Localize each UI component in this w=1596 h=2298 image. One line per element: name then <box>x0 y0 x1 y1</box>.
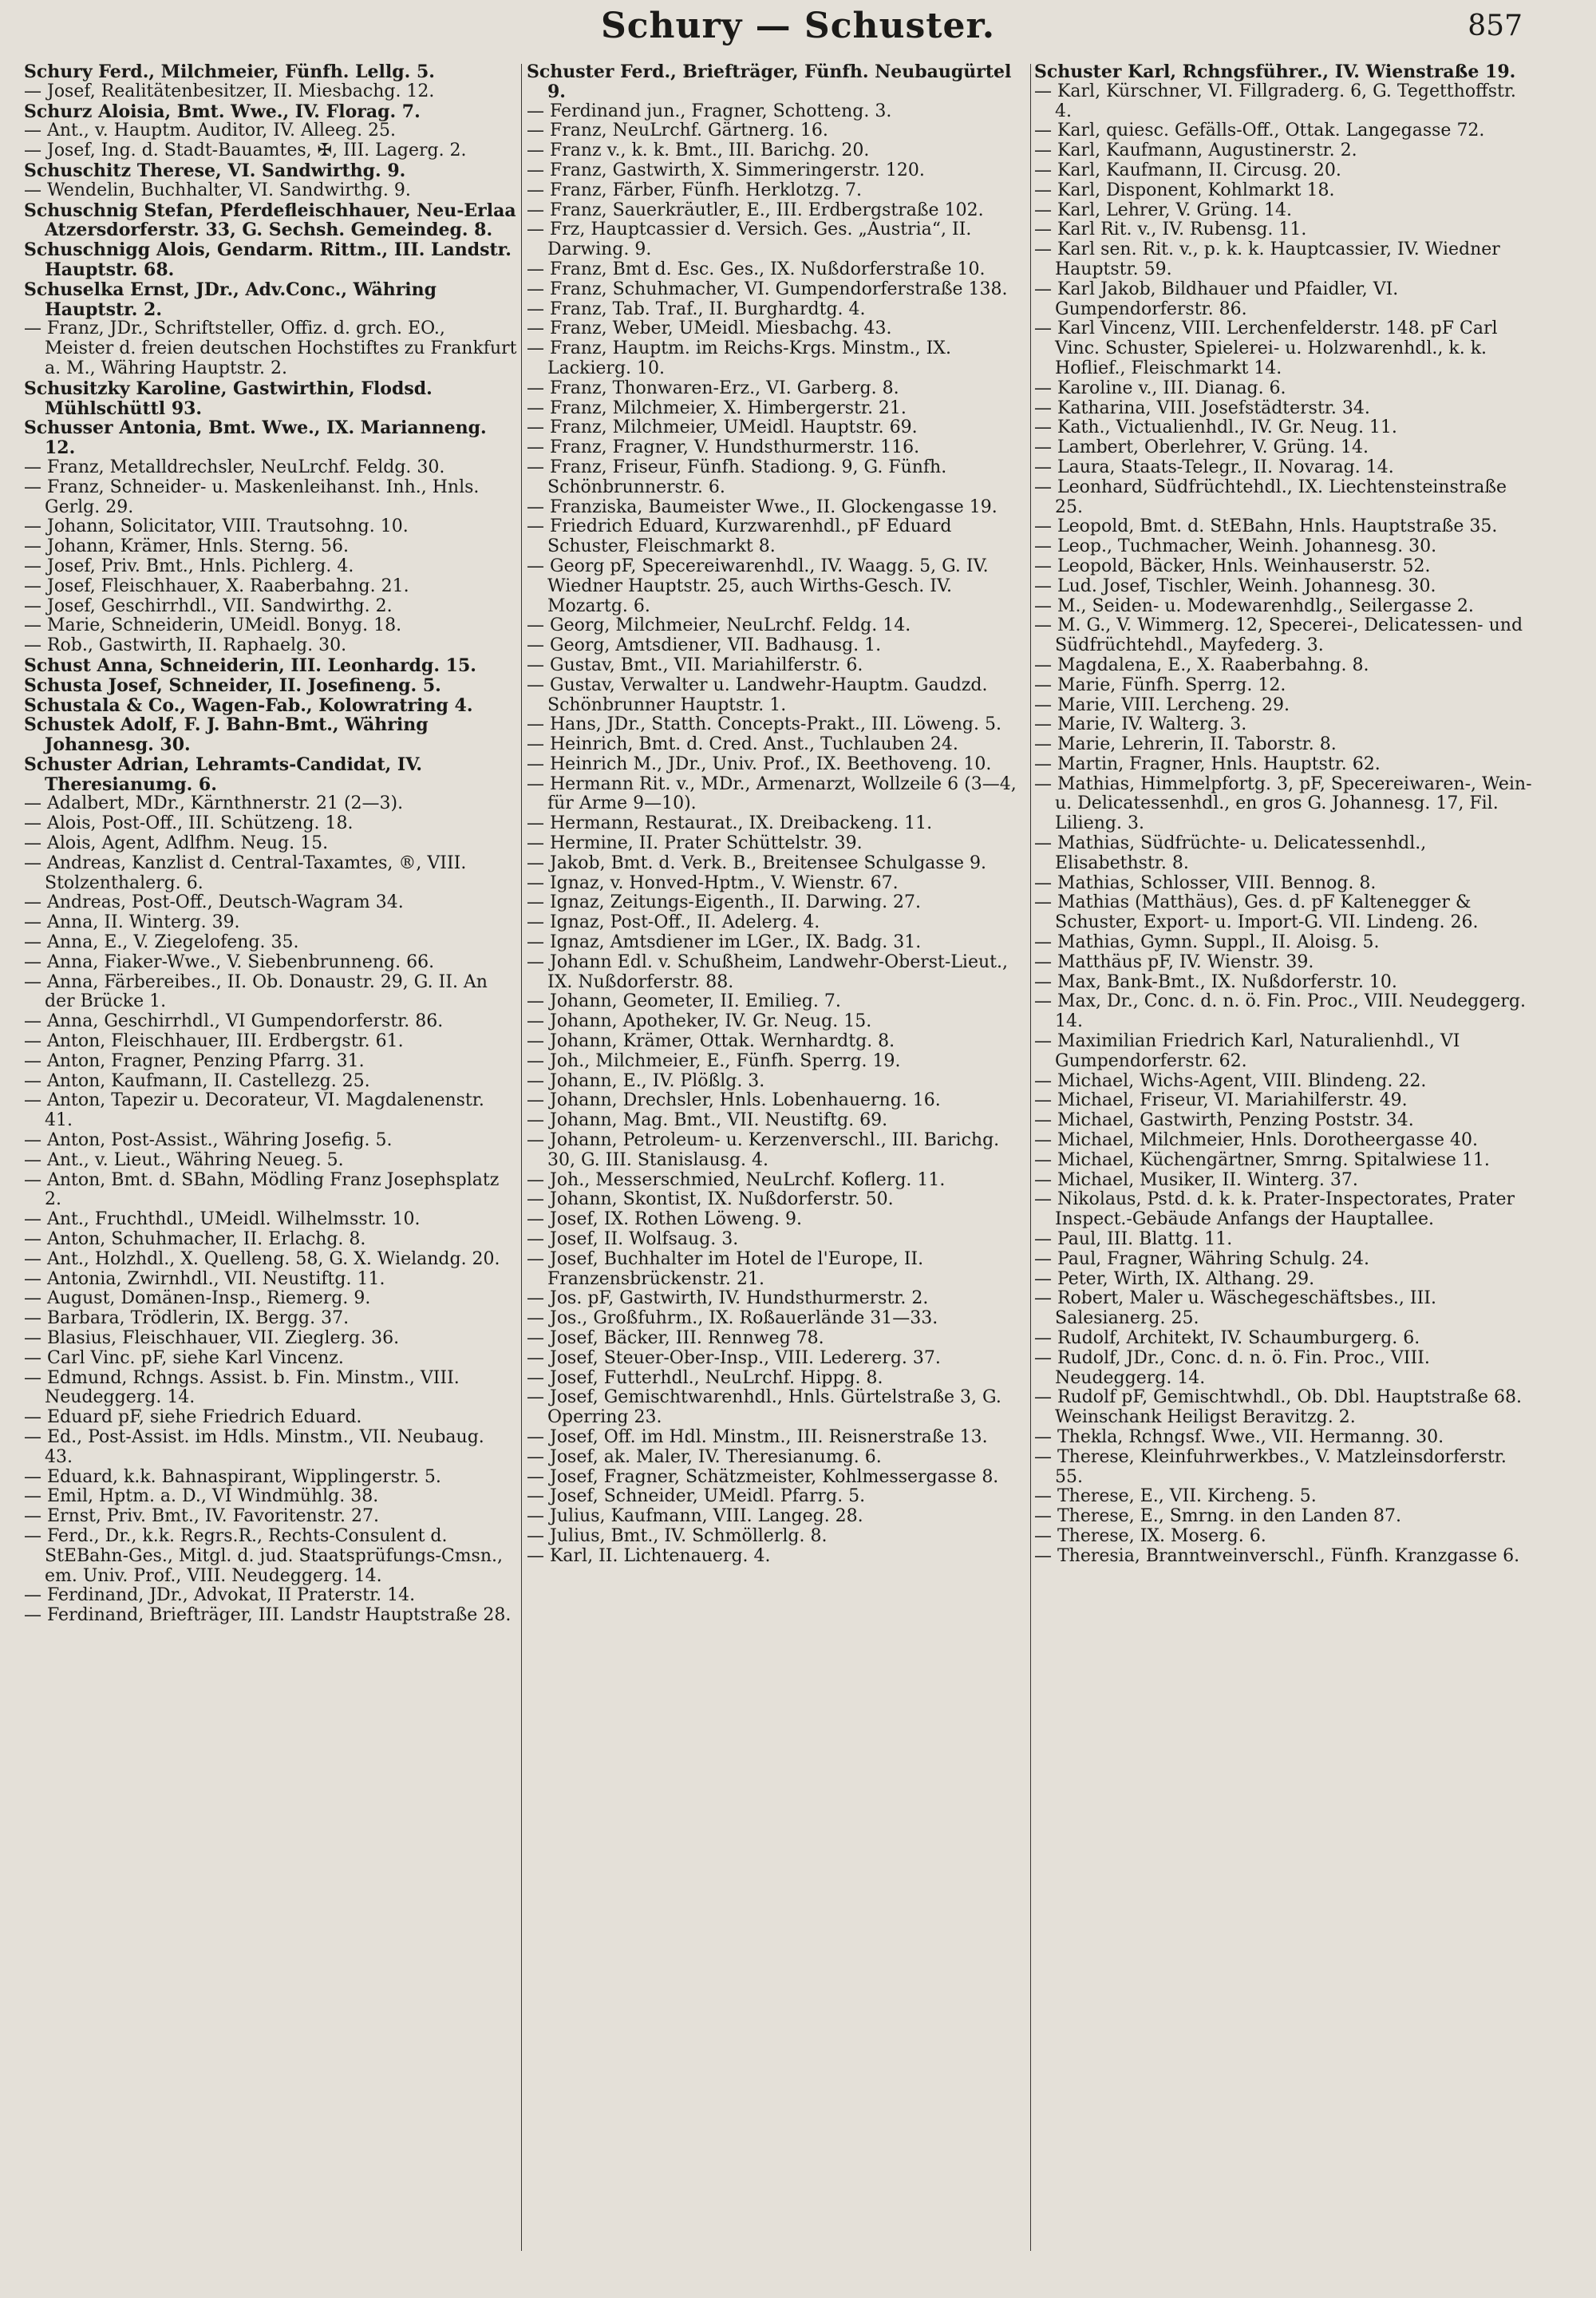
directory-entry: — Jakob, Bmt. d. Verk. B., Breitensee Schulgasse 9. <box>527 852 987 873</box>
directory-entry: — Karl, Lehrer, V. Grüng. 14. <box>1034 200 1293 220</box>
directory-entry: — Martin, Fragner, Hnls. Hauptstr. 62. <box>1034 753 1381 774</box>
column-1 <box>24 62 517 2281</box>
directory-entry: — Michael, Wichs-Agent, VIII. Blindeng. 22. <box>1034 1070 1427 1091</box>
directory-entry: — Rudolf, JDr., Conc. d. n. ö. Fin. Proc., VIII. Neudeggerg. 14. <box>1034 1347 1430 1388</box>
directory-entry: — Blasius, Fleischhauer, VII. Zieglerg. 36. <box>24 1328 400 1348</box>
directory-entry: — Karl Rit. v., IV. Rubensg. 11. <box>1034 220 1307 240</box>
directory-entry: — Leopold, Bmt. d. StEBahn, Hnls. Hauptstraße 35. <box>1034 516 1498 537</box>
directory-entry: — Jos. pF, Gastwirth, IV. Hundsthurmerstr. 2. <box>527 1288 929 1309</box>
directory-entry: Schuschnigg Alois, Gendarm. Rittm., III. Landstr. Hauptstr. 68. <box>24 239 512 280</box>
directory-entry: — Josef, II. Wolfsaug. 3. <box>527 1229 739 1250</box>
directory-entry: — Antonia, Zwirnhdl., VII. Neustiftg. 11. <box>24 1268 385 1289</box>
directory-entry: — Mathias (Matthäus), Ges. d. pF Kaltenegger & Schuster, Export- u. Import-G. VII. Lindeng. 26. <box>1034 892 1479 933</box>
directory-entry: — Josef, Geschirrhdl., VII. Sandwirthg. 2. <box>24 595 393 616</box>
directory-entry: — Hermann, Restaurat., IX. Dreibackeng. 11. <box>527 813 933 834</box>
directory-entry: — Josef, Gemischtwarenhdl., Hnls. Gürtelstraße 3, G. Operring 23. <box>527 1387 1001 1428</box>
directory-entry: — Franz, Thonwaren-Erz., VI. Garberg. 8. <box>527 378 899 398</box>
directory-entry: — Marie, Fünfh. Sperrg. 12. <box>1034 674 1286 695</box>
directory-entry: — Johann, E., IV. Plößlg. 3. <box>527 1070 765 1091</box>
directory-entry: — Hermann Rit. v., MDr., Armenarzt, Wollzeile 6 (3—4, für Arme 9—10). <box>527 773 1017 814</box>
directory-entry: — Johann, Krämer, Hnls. Sterng. 56. <box>24 536 350 557</box>
directory-entry: — Leopold, Bäcker, Hnls. Weinhauserstr. 52. <box>1034 556 1431 576</box>
directory-entry: — Johann, Drechsler, Hnls. Lobenhauerng. 16. <box>527 1090 941 1111</box>
directory-entry: — Friedrich Eduard, Kurzwarenhdl., pF Eduard Schuster, Fleischmarkt 8. <box>527 516 952 557</box>
directory-entry: — Katharina, VIII. Josefstädterstr. 34. <box>1034 398 1370 418</box>
directory-entry: — Franz, Färber, Fünfh. Herklotzg. 7. <box>527 180 862 200</box>
directory-entry: — Franz v., k. k. Bmt., III. Barichg. 20. <box>527 140 870 161</box>
directory-entry: — Lud. Josef, Tischler, Weinh. Johannesg. 30. <box>1034 575 1436 596</box>
directory-entry: — Franz, Milchmeier, X. Himbergerstr. 21. <box>527 398 907 418</box>
directory-entry: — Carl Vinc. pF, siehe Karl Vincenz. <box>24 1347 344 1368</box>
directory-entry: Schury Ferd., Milchmeier, Fünfh. Lellg. 5. <box>24 62 435 82</box>
directory-entry: Schustala & Co., Wagen-Fab., Kolowratring 4. <box>24 694 473 716</box>
directory-entry: Schusser Antonia, Bmt. Wwe., IX. Marianneng. 12. <box>24 417 487 459</box>
directory-entry: — Franz, Hauptm. im Reichs-Krgs. Minstm., IX. Lackierg. 10. <box>527 338 951 378</box>
directory-entry: Schuschnig Stefan, Pferdefleischhauer, Neu-Erlaa Atzersdorferstr. 33, G. Sechsh. Gemeindeg. 8. <box>24 200 516 241</box>
directory-entry: — Anna, Färbereibes., II. Ob. Donaustr. 29, G. II. An der Brücke 1. <box>24 971 488 1012</box>
directory-entry: — Rudolf, Architekt, IV. Schaumburgerg. 6. <box>1034 1328 1420 1348</box>
directory-entry: — Paul, III. Blattg. 11. <box>1034 1229 1233 1250</box>
column-3 <box>1034 62 1532 2281</box>
directory-entry: — Georg, Amtsdiener, VII. Badhausg. 1. <box>527 635 882 656</box>
directory-entry: — Anna, Fiaker-Wwe., V. Siebenbrunneng. 66. <box>24 951 435 972</box>
directory-entry: — Julius, Kaufmann, VIII. Langeg. 28. <box>527 1506 863 1527</box>
directory-entry: — Karl Vincenz, VIII. Lerchenfelderstr. 148. pF Carl Vinc. Schuster, Spielerei- u. Holzwarenhdl., k. k. Hoflief., Fleischmarkt 14. <box>1034 318 1498 378</box>
directory-entry: — Karl Jakob, Bildhauer und Pfaidler, VI. Gumpendorferstr. 86. <box>1034 279 1399 319</box>
directory-entry: — Franz, JDr., Schriftsteller, Offiz. d. grch. EO., Meister d. freien deutschen Hochstiftes zu Frankfurt a. M., Währing Hauptstr. 2. <box>24 318 517 378</box>
directory-entry: Schuster Karl, Rchngsführer., IV. Wienstraße 19. <box>1034 62 1516 82</box>
directory-entry: — Marie, Lehrerin, II. Taborstr. 8. <box>1034 734 1337 755</box>
directory-entry: — Rob., Gastwirth, II. Raphaelg. 30. <box>24 635 347 656</box>
directory-entry: — Thekla, Rchngsf. Wwe., VII. Hermanng. 30. <box>1034 1426 1444 1447</box>
directory-entry: — Ant., v. Hauptm. Auditor, IV. Alleeg. 25. <box>24 121 397 141</box>
directory-entry: — Josef, Fleischhauer, X. Raaberbahng. 21. <box>24 575 409 596</box>
directory-entry: — Edmund, Rchngs. Assist. b. Fin. Minstm., VIII. Neudeggerg. 14. <box>24 1367 460 1408</box>
directory-entry: — Ignaz, Zeitungs-Eigenth., II. Darwing. 27. <box>527 892 922 913</box>
directory-entry: — Johann, Skontist, IX. Nußdorferstr. 50. <box>527 1189 894 1210</box>
directory-entry: — Karl, Kaufmann, II. Circusg. 20. <box>1034 160 1341 180</box>
directory-entry: — August, Domänen-Insp., Riemerg. 9. <box>24 1288 371 1309</box>
directory-entry: — Matthäus pF, IV. Wienstr. 39. <box>1034 951 1314 972</box>
page-number: 857 <box>1468 10 1523 42</box>
directory-entry: — Joh., Messerschmied, NeuLrchf. Koflerg. 11. <box>527 1169 946 1190</box>
directory-entry: — Georg, Milchmeier, NeuLrchf. Feldg. 14. <box>527 615 911 636</box>
directory-entry: — Karl, quiesc. Gefälls-Off., Ottak. Langegasse 72. <box>1034 121 1485 141</box>
directory-entry: — Johann, Apotheker, IV. Gr. Neug. 15. <box>527 1011 872 1032</box>
directory-entry: — Hermine, II. Prater Schüttelstr. 39. <box>527 833 863 854</box>
column-rule <box>1030 64 1031 2251</box>
directory-entry: — Josef, Buchhalter im Hotel de l'Europe, II. Franzensbrückenstr. 21. <box>527 1248 924 1289</box>
directory-entry: — Andreas, Post-Off., Deutsch-Wagram 34. <box>24 892 404 913</box>
directory-entry: — Ferd., Dr., k.k. Regrs.R., Rechts-Consulent d. StEBahn-Ges., Mitgl. d. jud. Staatsprüfungs-Cmsn., em. Univ. Prof., VIII. Neudeggerg. 14. <box>24 1525 503 1586</box>
directory-entry: — Mathias, Schlosser, VIII. Bennog. 8. <box>1034 872 1377 893</box>
directory-entry: Schurz Aloisia, Bmt. Wwe., IV. Florag. 7. <box>24 101 421 122</box>
directory-entry: — Franz, Bmt d. Esc. Ges., IX. Nußdorferstraße 10. <box>527 259 986 279</box>
directory-entry: — Maximilian Friedrich Karl, Naturalienhdl., VI Gumpendorferstr. 62. <box>1034 1031 1460 1071</box>
directory-entry: — Franz, Metalldrechsler, NeuLrchf. Feldg. 30. <box>24 457 445 477</box>
directory-entry: — Johann, Petroleum- u. Kerzenverschl., III. Barichg. 30, G. III. Stanislausg. 4. <box>527 1130 1000 1170</box>
directory-entry: — Anton, Bmt. d. SBahn, Mödling Franz Josephsplatz 2. <box>24 1169 500 1210</box>
directory-entry: — Therese, IX. Moserg. 6. <box>1034 1525 1266 1546</box>
directory-entry: — Nikolaus, Pstd. d. k. k. Prater-Inspectorates, Prater Inspect.-Gebäude Anfangs der Hauptallee. <box>1034 1189 1515 1230</box>
directory-entry: — Frz, Hauptcassier d. Versich. Ges. „Austria“, II. Darwing. 9. <box>527 220 972 260</box>
directory-entry: — Anton, Kaufmann, II. Castellezg. 25. <box>24 1070 370 1091</box>
directory-entry: — Ed., Post-Assist. im Hdls. Minstm., VII. Neubaug. 43. <box>24 1426 484 1467</box>
directory-entry: — Marie, IV. Walterg. 3. <box>1034 714 1247 735</box>
directory-entry: — Ferdinand, Briefträger, III. Landstr Hauptstraße 28. <box>24 1605 512 1626</box>
directory-entry: Schuster Ferd., Briefträger, Fünfh. Neubaugürtel 9. <box>527 62 1012 102</box>
directory-entry: — Josef, IX. Rothen Löweng. 9. <box>527 1209 802 1230</box>
directory-entry: — Johann, Geometer, II. Emilieg. 7. <box>527 991 841 1012</box>
directory-entry: — Franz, Schneider- u. Maskenleihanst. Inh., Hnls. Gerlg. 29. <box>24 477 480 517</box>
directory-entry: — Anna, Geschirrhdl., VI Gumpendorferstr. 86. <box>24 1011 444 1032</box>
directory-entry: — Ignaz, Amtsdiener im LGer., IX. Badg. 31. <box>527 932 922 953</box>
directory-entry: — Michael, Gastwirth, Penzing Poststr. 34. <box>1034 1110 1414 1131</box>
directory-entry: — Peter, Wirth, IX. Althang. 29. <box>1034 1268 1315 1289</box>
directory-entry: — Andreas, Kanzlist d. Central-Taxamtes, ®, VIII. Stolzenthalerg. 6. <box>24 852 467 893</box>
directory-entry: — M. G., V. Wimmerg. 12, Specerei-, Delicatessen- und Südfrüchtehdl., Mayfederg. 3. <box>1034 615 1523 656</box>
directory-entry: — Josef, Futterhdl., NeuLrchf. Hippg. 8. <box>527 1367 883 1388</box>
directory-entry: — Barbara, Trödlerin, IX. Bergg. 37. <box>24 1308 350 1329</box>
directory-entry: — Theresia, Branntweinverschl., Fünfh. Kranzgasse 6. <box>1034 1545 1520 1566</box>
directory-entry: — Ant., v. Lieut., Währing Neueg. 5. <box>24 1149 344 1170</box>
directory-entry: — Anton, Post-Assist., Währing Josefig. 5. <box>24 1130 393 1151</box>
directory-entry: — Josef, ak. Maler, IV. Theresianumg. 6. <box>527 1446 882 1467</box>
directory-entry: — Alois, Agent, Adlfhm. Neug. 15. <box>24 833 329 854</box>
directory-entry: — Ignaz, v. Honved-Hptm., V. Wienstr. 67. <box>527 872 899 893</box>
directory-entry: — Karl, Kaufmann, Augustinerstr. 2. <box>1034 140 1357 161</box>
directory-entry: — Marie, Schneiderin, UMeidl. Bonyg. 18. <box>24 615 402 636</box>
directory-entry: — Eduard, k.k. Bahnaspirant, Wipplingerstr. 5. <box>24 1466 441 1487</box>
directory-entry: — Franz, Weber, UMeidl. Miesbachg. 43. <box>527 318 892 339</box>
directory-entry: — Franz, Friseur, Fünfh. Stadiong. 9, G. Fünfh. Schönbrunnerstr. 6. <box>527 457 947 497</box>
directory-entry: Schustek Adolf, F. J. Bahn-Bmt., Währing Johannesg. 30. <box>24 714 429 756</box>
directory-entry: Schuschitz Therese, VI. Sandwirthg. 9. <box>24 160 406 181</box>
directory-entry: — Anton, Fragner, Penzing Pfarrg. 31. <box>24 1050 365 1071</box>
directory-entry: — Mathias, Himmelpfortg. 3, pF, Specereiwaren-, Wein- u. Delicatessenhdl., en gros G. Johannesg. 17, Fil. Lilieng. 3. <box>1034 773 1532 834</box>
directory-entry: — Johann, Krämer, Ottak. Wernhardtg. 8. <box>527 1031 895 1052</box>
directory-entry: — Robert, Maler u. Wäschegeschäftsbes., III. Salesianerg. 25. <box>1034 1288 1436 1329</box>
directory-entry: — M., Seiden- u. Modewarenhdlg., Seilergasse 2. <box>1034 595 1474 616</box>
column-2 <box>527 62 1026 2281</box>
directory-entry: — Michael, Musiker, II. Winterg. 37. <box>1034 1169 1358 1190</box>
directory-entry: — Karl, II. Lichtenauerg. 4. <box>527 1545 771 1566</box>
directory-entry: — Ant., Holzhdl., X. Quelleng. 58, G. X. Wielandg. 20. <box>24 1248 500 1269</box>
directory-entry: — Adalbert, MDr., Kärnthnerstr. 21 (2—3). <box>24 793 404 814</box>
directory-entry: — Ant., Fruchthdl., UMeidl. Wilhelmsstr. 10. <box>24 1209 421 1230</box>
directory-entry: — Josef, Bäcker, III. Rennweg 78. <box>527 1328 824 1348</box>
directory-entry: — Jos., Großfuhrm., IX. Roßauerlände 31—33. <box>527 1308 938 1329</box>
directory-entry: — Anna, II. Winterg. 39. <box>24 912 240 933</box>
directory-entry: — Michael, Friseur, VI. Mariahilferstr. 49. <box>1034 1090 1408 1111</box>
directory-entry: — Georg pF, Specereiwarenhdl., IV. Waagg. 5, G. IV. Wiedner Hauptstr. 25, auch Wirths-Gesch. IV. Mozartg. 6. <box>527 556 989 616</box>
directory-entry: Schusitzky Karoline, Gastwirthin, Flodsd. Mühlschüttl 93. <box>24 378 433 419</box>
directory-entry: — Ferdinand jun., Fragner, Schotteng. 3. <box>527 101 892 121</box>
directory-entry: — Therese, E., Smrng. in den Landen 87. <box>1034 1506 1402 1527</box>
directory-entry: — Leop., Tuchmacher, Weinh. Johannesg. 30. <box>1034 536 1437 557</box>
directory-entry: — Rudolf pF, Gemischtwhdl., Ob. Dbl. Hauptstraße 68. Weinschank Heiligst Beravitzg. 2. <box>1034 1387 1523 1428</box>
directory-entry: — Joh., Milchmeier, E., Fünfh. Sperrg. 19. <box>527 1050 901 1071</box>
directory-entry: — Gustav, Bmt., VII. Mariahilferstr. 6. <box>527 655 863 675</box>
directory-entry: — Mathias, Südfrüchte- u. Delicatessenhdl., Elisabethstr. 8. <box>1034 833 1427 873</box>
directory-entry: — Ignaz, Post-Off., II. Adelerg. 4. <box>527 912 820 933</box>
directory-entry: — Franz, Milchmeier, UMeidl. Hauptstr. 69. <box>527 417 918 438</box>
column-rule <box>521 64 522 2251</box>
directory-entry: — Josef, Realitätenbesitzer, II. Miesbachg. 12. <box>24 81 435 101</box>
directory-entry: — Johann, Mag. Bmt., VII. Neustiftg. 69. <box>527 1110 888 1131</box>
directory-entry: — Alois, Post-Off., III. Schützeng. 18. <box>24 813 354 834</box>
directory-entry: — Franz, Sauerkräutler, E., III. Erdbergstraße 102. <box>527 200 984 220</box>
directory-entry: — Heinrich M., JDr., Univ. Prof., IX. Beethoveng. 10. <box>527 753 992 774</box>
directory-entry: — Hans, JDr., Statth. Concepts-Prakt., III. Löweng. 5. <box>527 714 1001 735</box>
directory-entry: — Franz, Tab. Traf., II. Burghardtg. 4. <box>527 299 866 319</box>
directory-entry: — Michael, Küchengärtner, Smrng. Spitalwiese 11. <box>1034 1149 1490 1170</box>
directory-entry: — Therese, E., VII. Kircheng. 5. <box>1034 1486 1317 1507</box>
directory-entry: — Emil, Hptm. a. D., VI Windmühlg. 38. <box>24 1486 379 1507</box>
directory-entry: — Johann Edl. v. Schußheim, Landwehr-Oberst-Lieut., IX. Nußdorferstr. 88. <box>527 951 1008 992</box>
directory-entry: — Julius, Bmt., IV. Schmöllerlg. 8. <box>527 1525 828 1546</box>
directory-entry: — Anton, Schuhmacher, II. Erlachg. 8. <box>24 1229 366 1250</box>
directory-entry: — Josef, Schneider, UMeidl. Pfarrg. 5. <box>527 1486 866 1507</box>
directory-entry: — Josef, Ing. d. Stadt-Bauamtes, ✠, III. Lagerg. 2. <box>24 140 467 161</box>
directory-entry: — Gustav, Verwalter u. Landwehr-Hauptm. Gaudzd. Schönbrunner Hauptstr. 1. <box>527 674 988 715</box>
directory-entry: — Lambert, Oberlehrer, V. Grüng. 14. <box>1034 437 1369 458</box>
directory-entry: Schusta Josef, Schneider, II. Josefineng. 5. <box>24 674 441 696</box>
directory-entry: Schuster Adrian, Lehramts-Candidat, IV. Theresianumg. 6. <box>24 753 423 795</box>
directory-entry: — Laura, Staats-Telegr., II. Novarag. 14. <box>1034 457 1394 477</box>
directory-entry: — Anton, Fleischhauer, III. Erdbergstr. 61. <box>24 1031 404 1052</box>
directory-entry: — Ferdinand, JDr., Advokat, II Praterstr. 14. <box>24 1585 416 1606</box>
directory-entry: — Josef, Fragner, Schätzmeister, Kohlmessergasse 8. <box>527 1466 999 1487</box>
directory-entry: — Ernst, Priv. Bmt., IV. Favoritenstr. 27. <box>24 1506 379 1527</box>
directory-entry: — Kath., Victualienhdl., IV. Gr. Neug. 11. <box>1034 417 1397 438</box>
directory-entry: — Max, Bank-Bmt., IX. Nußdorferstr. 10. <box>1034 971 1397 992</box>
directory-entry: — Anton, Tapezir u. Decorateur, VI. Magdalenenstr. 41. <box>24 1090 484 1131</box>
directory-entry: — Eduard pF, siehe Friedrich Eduard. <box>24 1407 362 1428</box>
directory-entry: — Therese, Kleinfuhrwerkbes., V. Matzleinsdorferstr. 55. <box>1034 1446 1507 1487</box>
directory-entry: Schust Anna, Schneiderin, III. Leonhardg. 15. <box>24 655 476 676</box>
directory-entry: — Heinrich, Bmt. d. Cred. Anst., Tuchlauben 24. <box>527 734 958 755</box>
directory-entry: — Josef, Off. im Hdl. Minstm., III. Reisnerstraße 13. <box>527 1426 988 1447</box>
directory-entry: — Michael, Milchmeier, Hnls. Dorotheergasse 40. <box>1034 1130 1478 1151</box>
page-title: Schury — Schuster. <box>600 6 996 46</box>
directory-entry: — Johann, Solicitator, VIII. Trautsohng. 10. <box>24 516 409 537</box>
directory-entry: — Josef, Steuer-Ober-Insp., VIII. Ledererg. 37. <box>527 1347 941 1368</box>
directory-entry: — Franz, NeuLrchf. Gärtnerg. 16. <box>527 121 828 141</box>
directory-entry: Schuselka Ernst, JDr., Adv.Conc., Währing Hauptstr. 2. <box>24 279 437 320</box>
directory-entry: — Mathias, Gymn. Suppl., II. Aloisg. 5. <box>1034 932 1380 953</box>
directory-entry: — Magdalena, E., X. Raaberbahng. 8. <box>1034 655 1369 675</box>
directory-entry: — Josef, Priv. Bmt., Hnls. Pichlerg. 4. <box>24 556 354 576</box>
directory-entry: — Karoline v., III. Dianag. 6. <box>1034 378 1286 398</box>
directory-entry: — Karl, Disponent, Kohlmarkt 18. <box>1034 180 1335 200</box>
directory-entry: — Karl, Kürschner, VI. Fillgraderg. 6, G. Tegetthoffstr. 4. <box>1034 81 1516 121</box>
directory-entry: — Anna, E., V. Ziegelofeng. 35. <box>24 932 299 953</box>
directory-entry: — Marie, VIII. Lercheng. 29. <box>1034 694 1290 715</box>
directory-entry: — Max, Dr., Conc. d. n. ö. Fin. Proc., VIII. Neudeggerg. 14. <box>1034 991 1526 1032</box>
directory-entry: — Wendelin, Buchhalter, VI. Sandwirthg. 9. <box>24 180 411 200</box>
directory-entry: — Karl sen. Rit. v., p. k. k. Hauptcassier, IV. Wiedner Hauptstr. 59. <box>1034 239 1500 279</box>
directory-entry: — Paul, Fragner, Währing Schulg. 24. <box>1034 1248 1369 1269</box>
directory-entry: — Franz, Schuhmacher, VI. Gumpendorferstraße 138. <box>527 279 1008 299</box>
directory-entry: — Leonhard, Südfrüchtehdl., IX. Liechtensteinstraße 25. <box>1034 477 1507 517</box>
directory-entry: — Franz, Gastwirth, X. Simmeringerstr. 120. <box>527 160 925 180</box>
directory-entry: — Franziska, Baumeister Wwe., II. Glockengasse 19. <box>527 496 998 517</box>
directory-entry: — Franz, Fragner, V. Hundsthurmerstr. 116. <box>527 437 920 458</box>
